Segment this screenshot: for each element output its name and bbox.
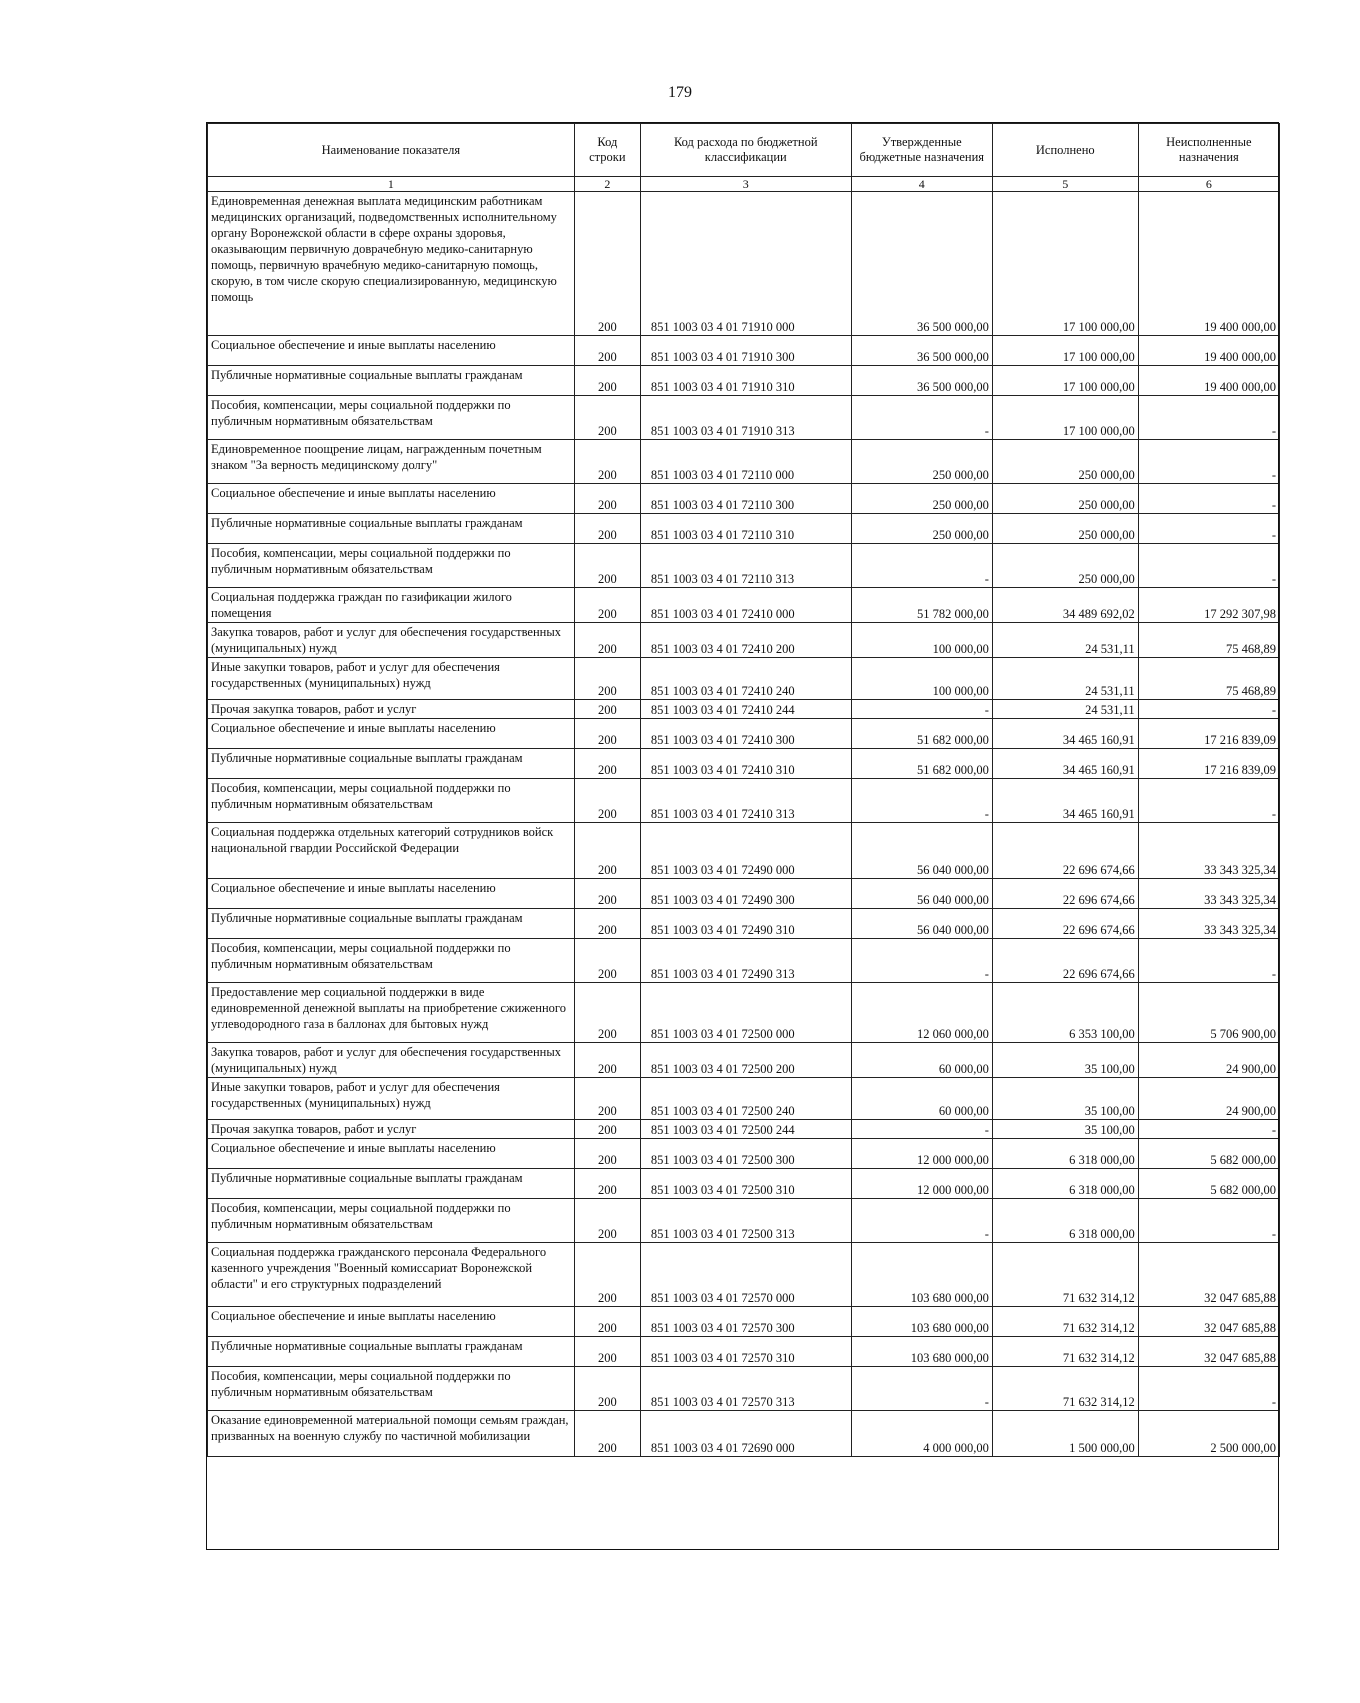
executed-amount-cell: 71 632 314,12 [992,1243,1138,1307]
row-code-cell: 200 [574,1337,640,1367]
table-row [208,779,1280,823]
table-row [208,1139,1280,1169]
executed-amount-cell: 6 318 000,00 [992,1139,1138,1169]
row-code-cell: 200 [574,1243,640,1307]
row-indicator-name: Пособия, компенсации, меры социальной поддержки по публичным нормативным обязательствам [208,396,575,440]
executed-amount-cell: 35 100,00 [992,1043,1138,1078]
column-number-row [208,177,1280,192]
table-row [208,544,1280,588]
row-indicator-name: Иные закупки товаров, работ и услуг для обеспечения государственных (муниципальных) нужд [208,1078,575,1120]
table-row [208,658,1280,700]
row-code-cell: 200 [574,623,640,658]
unexecuted-amount-cell: 33 343 325,34 [1138,879,1279,909]
budget-code-cell: 851 1003 03 4 01 71910 000 [640,192,851,336]
approved-amount-cell: 103 680 000,00 [851,1307,992,1337]
row-code-cell: 200 [574,1199,640,1243]
row-indicator-name: Пособия, компенсации, меры социальной поддержки по публичным нормативным обязательствам [208,1367,575,1411]
approved-amount-cell: 56 040 000,00 [851,909,992,939]
table-row [208,623,1280,658]
row-code-cell: 200 [574,1139,640,1169]
unexecuted-amount-cell: 2 500 000,00 [1138,1411,1279,1457]
table-row [208,484,1280,514]
row-indicator-name: Прочая закупка товаров, работ и услуг [208,700,575,719]
budget-code-cell: 851 1003 03 4 01 72490 300 [640,879,851,909]
row-code-cell: 200 [574,544,640,588]
approved-amount-cell: 60 000,00 [851,1043,992,1078]
table-row [208,1169,1280,1199]
budget-code-cell: 851 1003 03 4 01 72110 300 [640,484,851,514]
table-row [208,588,1280,623]
row-code-cell: 200 [574,1120,640,1139]
executed-amount-cell: 24 531,11 [992,700,1138,719]
column-number: 2 [574,177,640,192]
budget-code-cell: 851 1003 03 4 01 72690 000 [640,1411,851,1457]
row-indicator-name: Пособия, компенсации, меры социальной поддержки по публичным нормативным обязательствам [208,779,575,823]
budget-code-cell: 851 1003 03 4 01 72410 310 [640,749,851,779]
approved-amount-cell: - [851,396,992,440]
executed-amount-cell: 35 100,00 [992,1120,1138,1139]
executed-amount-cell: 71 632 314,12 [992,1307,1138,1337]
row-indicator-name: Предоставление мер социальной поддержки в виде единовременной денежной выплаты на приобретение сжиженного углеводородного газа в баллонах для бытовых нужд [208,983,575,1043]
approved-amount-cell: - [851,1199,992,1243]
row-indicator-name: Прочая закупка товаров, работ и услуг [208,1120,575,1139]
row-indicator-name: Социальное обеспечение и иные выплаты населению [208,484,575,514]
unexecuted-amount-cell: 75 468,89 [1138,623,1279,658]
table-row [208,1411,1280,1457]
row-code-cell: 200 [574,588,640,623]
budget-code-cell: 851 1003 03 4 01 72110 313 [640,544,851,588]
executed-amount-cell: 34 465 160,91 [992,719,1138,749]
unexecuted-amount-cell: 32 047 685,88 [1138,1337,1279,1367]
executed-amount-cell: 34 465 160,91 [992,779,1138,823]
unexecuted-amount-cell: - [1138,484,1279,514]
header-row-code: Код строки [574,124,640,177]
executed-amount-cell: 6 318 000,00 [992,1169,1138,1199]
unexecuted-amount-cell: 19 400 000,00 [1138,366,1279,396]
unexecuted-amount-cell: 32 047 685,88 [1138,1243,1279,1307]
approved-amount-cell: - [851,939,992,983]
approved-amount-cell: 12 000 000,00 [851,1139,992,1169]
unexecuted-amount-cell: - [1138,1199,1279,1243]
row-code-cell: 200 [574,440,640,484]
table-row [208,1367,1280,1411]
approved-amount-cell: 36 500 000,00 [851,366,992,396]
row-indicator-name: Публичные нормативные социальные выплаты гражданам [208,749,575,779]
budget-code-cell: 851 1003 03 4 01 72490 313 [640,939,851,983]
row-indicator-name: Оказание единовременной материальной помощи семьям граждан, призванных на военную службу по частичной мобилизации [208,1411,575,1457]
row-code-cell: 200 [574,779,640,823]
budget-code-cell: 851 1003 03 4 01 72410 313 [640,779,851,823]
approved-amount-cell: 36 500 000,00 [851,192,992,336]
row-indicator-name: Публичные нормативные социальные выплаты гражданам [208,366,575,396]
executed-amount-cell: 35 100,00 [992,1078,1138,1120]
table-row [208,700,1280,719]
unexecuted-amount-cell: 17 216 839,09 [1138,749,1279,779]
approved-amount-cell: - [851,1120,992,1139]
column-number: 1 [208,177,575,192]
row-code-cell: 200 [574,1411,640,1457]
budget-code-cell: 851 1003 03 4 01 72500 240 [640,1078,851,1120]
budget-code-cell: 851 1003 03 4 01 72570 000 [640,1243,851,1307]
approved-amount-cell: 51 682 000,00 [851,749,992,779]
row-indicator-name: Закупка товаров, работ и услуг для обеспечения государственных (муниципальных) нужд [208,1043,575,1078]
unexecuted-amount-cell: 19 400 000,00 [1138,336,1279,366]
row-code-cell: 200 [574,336,640,366]
approved-amount-cell: - [851,700,992,719]
unexecuted-amount-cell: - [1138,1120,1279,1139]
row-code-cell: 200 [574,939,640,983]
unexecuted-amount-cell: - [1138,700,1279,719]
row-code-cell: 200 [574,1043,640,1078]
row-indicator-name: Пособия, компенсации, меры социальной поддержки по публичным нормативным обязательствам [208,939,575,983]
table-row [208,719,1280,749]
approved-amount-cell: - [851,544,992,588]
executed-amount-cell: 22 696 674,66 [992,909,1138,939]
row-indicator-name: Социальное обеспечение и иные выплаты населению [208,879,575,909]
table-row [208,1199,1280,1243]
row-code-cell: 200 [574,1169,640,1199]
table-row [208,514,1280,544]
executed-amount-cell: 250 000,00 [992,440,1138,484]
table-row [208,1307,1280,1337]
budget-code-cell: 851 1003 03 4 01 72500 313 [640,1199,851,1243]
row-indicator-name: Публичные нормативные социальные выплаты гражданам [208,514,575,544]
header-executed: Исполнено [992,124,1138,177]
column-number: 6 [1138,177,1279,192]
row-indicator-name: Единовременная денежная выплата медицинским работникам медицинских организаций, подведомственных исполнительному органу Воронежской области в сфере охраны здоровья, оказывающим первичную доврачебную медико-санитарную помощь, первичную врачебную медико-санитарную помощь, скорую, в том числе скорую специализированную, медицинскую помощь [208,192,575,336]
approved-amount-cell: 100 000,00 [851,658,992,700]
unexecuted-amount-cell: 19 400 000,00 [1138,192,1279,336]
unexecuted-amount-cell: - [1138,440,1279,484]
budget-code-cell: 851 1003 03 4 01 72410 200 [640,623,851,658]
budget-code-cell: 851 1003 03 4 01 72410 300 [640,719,851,749]
row-indicator-name: Публичные нормативные социальные выплаты гражданам [208,909,575,939]
column-number: 4 [851,177,992,192]
unexecuted-amount-cell: 5 706 900,00 [1138,983,1279,1043]
executed-amount-cell: 250 000,00 [992,544,1138,588]
budget-code-cell: 851 1003 03 4 01 72570 313 [640,1367,851,1411]
approved-amount-cell: 250 000,00 [851,440,992,484]
budget-code-cell: 851 1003 03 4 01 72570 310 [640,1337,851,1367]
unexecuted-amount-cell: - [1138,1367,1279,1411]
unexecuted-amount-cell: 17 292 307,98 [1138,588,1279,623]
table-row [208,1243,1280,1307]
budget-code-cell: 851 1003 03 4 01 71910 310 [640,366,851,396]
row-code-cell: 200 [574,823,640,879]
budget-code-cell: 851 1003 03 4 01 72110 000 [640,440,851,484]
header-unexecuted: Неисполненные назначения [1138,124,1279,177]
row-indicator-name: Пособия, компенсации, меры социальной поддержки по публичным нормативным обязательствам [208,544,575,588]
unexecuted-amount-cell: 24 900,00 [1138,1043,1279,1078]
approved-amount-cell: 4 000 000,00 [851,1411,992,1457]
row-code-cell: 200 [574,1367,640,1411]
row-indicator-name: Публичные нормативные социальные выплаты гражданам [208,1169,575,1199]
executed-amount-cell: 17 100 000,00 [992,396,1138,440]
table-row [208,879,1280,909]
approved-amount-cell: - [851,1367,992,1411]
approved-amount-cell: 51 682 000,00 [851,719,992,749]
table-row [208,983,1280,1043]
row-indicator-name: Социальная поддержка гражданского персонала Федерального казенного учреждения "Военный комиссариат Воронежской области" и его структурных подразделений [208,1243,575,1307]
executed-amount-cell: 22 696 674,66 [992,823,1138,879]
row-indicator-name: Социальная поддержка отдельных категорий сотрудников войск национальной гвардии Российской Федерации [208,823,575,879]
row-indicator-name: Закупка товаров, работ и услуг для обеспечения государственных (муниципальных) нужд [208,623,575,658]
row-code-cell: 200 [574,700,640,719]
unexecuted-amount-cell: 75 468,89 [1138,658,1279,700]
header-indicator-name: Наименование показателя [208,124,575,177]
row-code-cell: 200 [574,396,640,440]
header-budget-code: Код расхода по бюджетной классификации [640,124,851,177]
row-code-cell: 200 [574,909,640,939]
approved-amount-cell: 12 000 000,00 [851,1169,992,1199]
table-row [208,749,1280,779]
executed-amount-cell: 34 465 160,91 [992,749,1138,779]
table-row [208,192,1280,336]
column-number: 5 [992,177,1138,192]
table-row [208,336,1280,366]
row-indicator-name: Социальная поддержка граждан по газификации жилого помещения [208,588,575,623]
row-indicator-name: Публичные нормативные социальные выплаты гражданам [208,1337,575,1367]
budget-code-cell: 851 1003 03 4 01 71910 300 [640,336,851,366]
row-indicator-name: Социальное обеспечение и иные выплаты населению [208,1307,575,1337]
budget-code-cell: 851 1003 03 4 01 72490 000 [640,823,851,879]
executed-amount-cell: 17 100 000,00 [992,336,1138,366]
budget-code-cell: 851 1003 03 4 01 72500 310 [640,1169,851,1199]
table-row [208,440,1280,484]
table-row [208,1043,1280,1078]
row-indicator-name: Единовременное поощрение лицам, награжденным почетным знаком "За верность медицинскому долгу" [208,440,575,484]
approved-amount-cell: 103 680 000,00 [851,1337,992,1367]
approved-amount-cell: 60 000,00 [851,1078,992,1120]
executed-amount-cell: 1 500 000,00 [992,1411,1138,1457]
table-row [208,1078,1280,1120]
row-indicator-name: Социальное обеспечение и иные выплаты населению [208,719,575,749]
row-indicator-name: Пособия, компенсации, меры социальной поддержки по публичным нормативным обязательствам [208,1199,575,1243]
table-row [208,823,1280,879]
row-code-cell: 200 [574,1078,640,1120]
table-body [208,192,1280,1457]
approved-amount-cell: 100 000,00 [851,623,992,658]
row-code-cell: 200 [574,192,640,336]
row-code-cell: 200 [574,879,640,909]
executed-amount-cell: 6 318 000,00 [992,1199,1138,1243]
table-row [208,1120,1280,1139]
budget-code-cell: 851 1003 03 4 01 72410 244 [640,700,851,719]
row-code-cell: 200 [574,658,640,700]
row-code-cell: 200 [574,719,640,749]
unexecuted-amount-cell: 33 343 325,34 [1138,909,1279,939]
unexecuted-amount-cell: - [1138,544,1279,588]
row-indicator-name: Социальное обеспечение и иные выплаты населению [208,336,575,366]
budget-code-cell: 851 1003 03 4 01 71910 313 [640,396,851,440]
table-header [208,124,1280,192]
executed-amount-cell: 24 531,11 [992,658,1138,700]
approved-amount-cell: - [851,779,992,823]
table-row [208,939,1280,983]
approved-amount-cell: 36 500 000,00 [851,336,992,366]
table-row [208,1337,1280,1367]
unexecuted-amount-cell: - [1138,396,1279,440]
unexecuted-amount-cell: 5 682 000,00 [1138,1169,1279,1199]
row-code-cell: 200 [574,484,640,514]
row-indicator-name: Иные закупки товаров, работ и услуг для обеспечения государственных (муниципальных) нужд [208,658,575,700]
row-indicator-name: Социальное обеспечение и иные выплаты населению [208,1139,575,1169]
budget-report-table [207,123,1280,1457]
budget-code-cell: 851 1003 03 4 01 72110 310 [640,514,851,544]
approved-amount-cell: 12 060 000,00 [851,983,992,1043]
budget-code-cell: 851 1003 03 4 01 72490 310 [640,909,851,939]
budget-code-cell: 851 1003 03 4 01 72500 200 [640,1043,851,1078]
unexecuted-amount-cell: 32 047 685,88 [1138,1307,1279,1337]
unexecuted-amount-cell: - [1138,514,1279,544]
table-row [208,396,1280,440]
approved-amount-cell: 103 680 000,00 [851,1243,992,1307]
executed-amount-cell: 250 000,00 [992,484,1138,514]
approved-amount-cell: 250 000,00 [851,484,992,514]
unexecuted-amount-cell: 17 216 839,09 [1138,719,1279,749]
table-row [208,366,1280,396]
page-number: 179 [668,84,692,101]
column-number: 3 [640,177,851,192]
approved-amount-cell: 51 782 000,00 [851,588,992,623]
row-code-cell: 200 [574,983,640,1043]
budget-code-cell: 851 1003 03 4 01 72410 240 [640,658,851,700]
executed-amount-cell: 17 100 000,00 [992,366,1138,396]
executed-amount-cell: 250 000,00 [992,514,1138,544]
executed-amount-cell: 22 696 674,66 [992,879,1138,909]
executed-amount-cell: 22 696 674,66 [992,939,1138,983]
executed-amount-cell: 6 353 100,00 [992,983,1138,1043]
budget-code-cell: 851 1003 03 4 01 72570 300 [640,1307,851,1337]
header-approved: Утвержденные бюджетные назначения [851,124,992,177]
unexecuted-amount-cell: 33 343 325,34 [1138,823,1279,879]
unexecuted-amount-cell: 5 682 000,00 [1138,1139,1279,1169]
row-code-cell: 200 [574,514,640,544]
unexecuted-amount-cell: 24 900,00 [1138,1078,1279,1120]
executed-amount-cell: 71 632 314,12 [992,1337,1138,1367]
approved-amount-cell: 56 040 000,00 [851,879,992,909]
row-code-cell: 200 [574,749,640,779]
executed-amount-cell: 24 531,11 [992,623,1138,658]
budget-code-cell: 851 1003 03 4 01 72500 000 [640,983,851,1043]
unexecuted-amount-cell: - [1138,939,1279,983]
executed-amount-cell: 34 489 692,02 [992,588,1138,623]
approved-amount-cell: 250 000,00 [851,514,992,544]
unexecuted-amount-cell: - [1138,779,1279,823]
executed-amount-cell: 17 100 000,00 [992,192,1138,336]
executed-amount-cell: 71 632 314,12 [992,1367,1138,1411]
budget-code-cell: 851 1003 03 4 01 72410 000 [640,588,851,623]
budget-code-cell: 851 1003 03 4 01 72500 300 [640,1139,851,1169]
row-code-cell: 200 [574,1307,640,1337]
table-row [208,909,1280,939]
header-row [208,124,1280,177]
row-code-cell: 200 [574,366,640,396]
budget-code-cell: 851 1003 03 4 01 72500 244 [640,1120,851,1139]
approved-amount-cell: 56 040 000,00 [851,823,992,879]
